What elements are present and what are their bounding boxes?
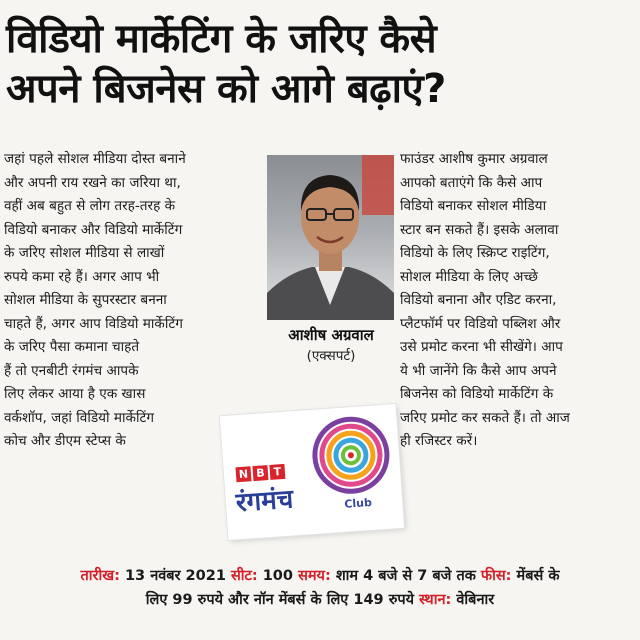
rose-swirl-icon bbox=[306, 412, 395, 498]
article-line: वर्कशॉप, जहां विडियो मार्केटिंग bbox=[4, 409, 154, 426]
article-line: ही रजिस्टर करें। bbox=[400, 433, 478, 449]
nbt-rangmanch-logo bbox=[220, 404, 404, 540]
fee-label: फीस: bbox=[480, 568, 512, 584]
seats-value: 100 bbox=[262, 568, 293, 584]
article-column-right bbox=[400, 148, 640, 553]
seats-label: सीट: bbox=[230, 568, 258, 584]
logo-rangmanch-text: रंगमंच bbox=[234, 484, 295, 519]
event-details-footer bbox=[0, 556, 640, 640]
nbt-letter: T bbox=[269, 464, 285, 480]
article-line: ये भी जानेंगे कि कैसे आप अपने bbox=[400, 362, 557, 379]
article-line: उसे प्रमोट करना भी सीखेंगे। आप bbox=[400, 339, 563, 355]
portrait-illustration bbox=[267, 155, 394, 320]
venue-value: वेबिनार bbox=[456, 592, 495, 608]
article-line: हैं तो एनबीटी रंगमंच आपके bbox=[4, 362, 139, 379]
logo-club-text: Club bbox=[343, 495, 373, 511]
article-line: स्टार बन सकते हैं। इसके अलावा bbox=[400, 221, 559, 238]
date-value: 13 नवंबर 2021 bbox=[124, 568, 226, 584]
expert-role: (एक्सपर्ट) bbox=[306, 348, 356, 364]
article-line: जहां पहले सोशल मीडिया दोस्त बनाने bbox=[4, 151, 186, 167]
time-value: शाम 4 बजे से 7 बजे तक bbox=[335, 568, 476, 584]
fee-value-part-2: लिए 99 रुपये और नॉन मेंबर्स के लिए 149 रुपये bbox=[145, 592, 415, 608]
expert-photo bbox=[267, 155, 394, 320]
article-line: सोशल मीडिया के लिए अच्छे bbox=[400, 268, 538, 285]
fee-value-part-1: मेंबर्स के bbox=[516, 568, 560, 584]
event-details-line-1 bbox=[0, 564, 640, 588]
headline-line-2: अपने बिजनेस को आगे बढ़ाएं? bbox=[6, 66, 446, 112]
headline-line-1: विडियो मार्केटिंग के जरिए कैसे bbox=[6, 16, 437, 62]
article-line: के जरिए पैसा कमाना चाहते bbox=[4, 339, 140, 355]
article-line: विडियो बनाकर और विडियो मार्केटिंग bbox=[4, 221, 183, 238]
headline bbox=[6, 14, 640, 114]
article-line: वहीं अब बहुत से लोग तरह-तरह के bbox=[4, 198, 176, 214]
nbt-letter: B bbox=[252, 465, 268, 481]
article-line: विडियो बनाकर सोशल मीडिया bbox=[400, 198, 547, 214]
nbt-letter: N bbox=[235, 466, 251, 482]
article-line: फाउंडर आशीष कुमार अग्रवाल bbox=[400, 151, 548, 167]
article-line: बिजनेस को विडियो मार्केटिंग के bbox=[400, 386, 554, 402]
venue-label: स्थान: bbox=[419, 592, 452, 608]
expert-name: आशीष अग्रवाल bbox=[288, 326, 374, 344]
event-details-line-2 bbox=[0, 588, 640, 612]
article-line: प्लैटफॉर्म पर विडियो पब्लिश और bbox=[400, 315, 561, 332]
article-line: और अपनी राय रखने का जरिया था, bbox=[4, 174, 181, 191]
article-line: आपको बताएंगे कि कैसे आप bbox=[400, 174, 543, 191]
article-line: विडियो के लिए स्क्रिप्ट राइटिंग, bbox=[400, 245, 550, 261]
article-line: सोशल मीडिया के सुपरस्टार बनना bbox=[4, 292, 167, 308]
article-line: चाहते हैं, अगर आप विडियो मार्केटिंग bbox=[4, 315, 183, 332]
article-line: लिए लेकर आया है एक खास bbox=[4, 386, 146, 402]
time-label: समय: bbox=[298, 568, 331, 584]
article-line: जरिए प्रमोट कर सकते हैं। तो आज bbox=[400, 409, 570, 426]
article-line: रुपये कमा रहे हैं। अगर आप भी bbox=[4, 268, 160, 285]
date-label: तारीख: bbox=[80, 568, 120, 584]
article-line: कोच और डीएम स्टेप्स के bbox=[4, 433, 126, 449]
article-line: के जरिए सोशल मीडिया से लाखों bbox=[4, 245, 165, 261]
article-line: विडियो बनाना और एडिट करना, bbox=[400, 292, 557, 308]
